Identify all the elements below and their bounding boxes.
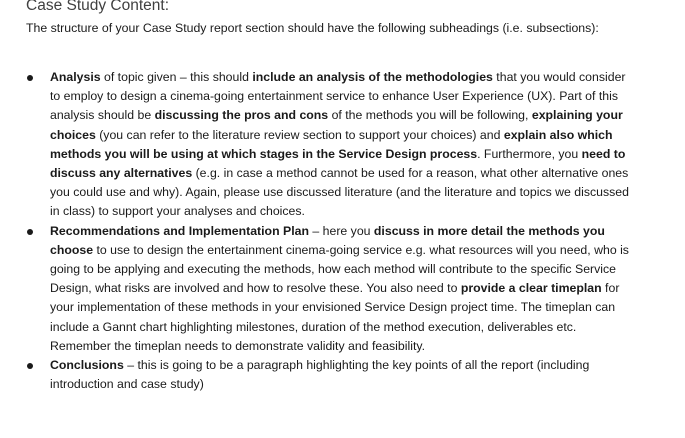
- bullet-analysis: [0, 68, 685, 222]
- bold-text: explain also which methods you will be using at which stages in the Service Design process: [50, 127, 613, 161]
- body-text: – here you: [308, 223, 374, 238]
- body-text: (e.g. in case a method cannot be used for a reason, what other alternative ones you could use and why). Again, please use discussed literature (and the literature and topics we discussed in class) to support your analyses and choices.: [50, 166, 629, 219]
- bold-text: Conclusions: [50, 358, 124, 373]
- bullet-dot-icon: [27, 363, 33, 369]
- bold-text: Analysis: [50, 70, 101, 84]
- body-text: (you can refer to the literature review section to support your choices) and: [95, 127, 504, 142]
- bullet-dot-icon: [27, 75, 33, 81]
- body-text: that you would consider to employ to design a cinema-going entertainment service to enhance User Experience (UX). Part of this analysis should be: [50, 70, 626, 123]
- bullet-dot-icon: [27, 229, 33, 235]
- section-heading: Case Study Content:: [26, 0, 170, 14]
- bold-text: discussing the pros and cons: [154, 108, 329, 123]
- body-text: of the methods you will be following,: [328, 108, 532, 123]
- bullet-recommendations: [0, 222, 685, 356]
- bullet-conclusions: [0, 356, 685, 394]
- body-text: . Furthermore, you: [477, 146, 582, 161]
- bold-text: need to discuss any alternatives: [50, 146, 626, 181]
- bold-text: include an analysis of the methodologies: [252, 70, 493, 84]
- body-text: – this is going to be a paragraph highlighting the key points of all the report (including introduction and case study): [50, 358, 590, 392]
- body-text: for your implementation of these methods in your envisioned Service Design project time. The timeplan can include a Gannt chart highlighting milestones, duration of the method execution, deliverables etc. Remember the timeplan needs to demonstrate validity and feasibility.: [50, 281, 620, 353]
- bold-text: provide a clear timeplan: [460, 281, 602, 296]
- body-text: to use to design the entertainment cinema-going service e.g. what resources will you need, who is going to be applying and executing the methods, how each method will contribute to the specific Service Design, what risks are involved and how to resolve these. You also need to: [50, 242, 629, 296]
- bold-text: explaining your choices: [50, 108, 623, 142]
- subsection-list: [0, 68, 685, 394]
- body-text: of topic given – this should: [100, 70, 253, 84]
- intro-paragraph: The structure of your Case Study report section should have the following subheadings (i.e. subsections):: [26, 21, 599, 35]
- bold-text: Recommendations and Implementation Plan: [50, 223, 309, 238]
- bold-text: discuss in more detail the methods you choose: [50, 223, 605, 257]
